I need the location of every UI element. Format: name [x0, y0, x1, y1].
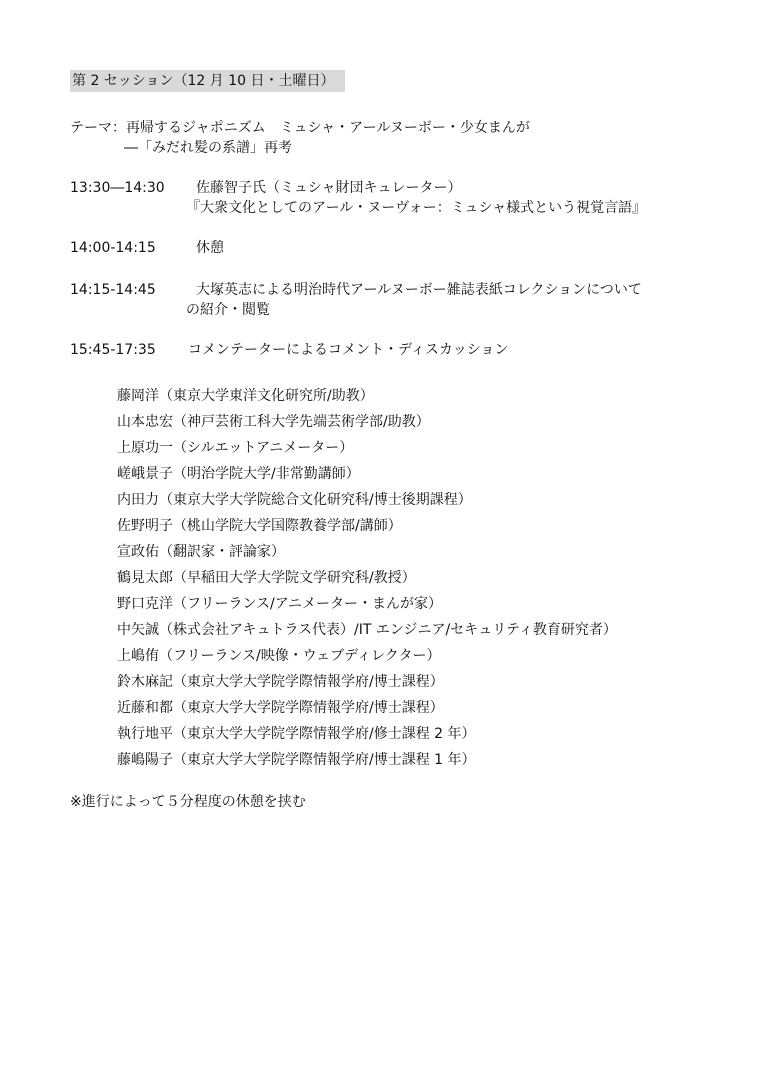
theme-line-1: テーマ：再帰するジャポニズム ミュシャ・アールヌーボー・少女まんが — [70, 120, 530, 136]
schedule-text: 休憩 — [196, 240, 224, 256]
break-note: ※進行によって５分程度の休憩を挟む — [70, 794, 306, 810]
panelist-item: 執行地平（東京大学大学院学際情報学府/修士課程 2 年） — [117, 726, 476, 742]
panelist-item: 鈴木麻記（東京大学大学院学際情報学府/博士課程） — [117, 674, 444, 690]
panelist-item: 嵯峨景子（明治学院大学/非常勤講師） — [117, 466, 360, 482]
schedule-text: の紹介・閲覧 — [186, 302, 270, 318]
theme-line-2: ―「みだれ髪の系譜」再考 — [124, 140, 292, 156]
schedule-time: 15:45-17:35 — [70, 342, 156, 358]
schedule-text: 大塚英志による明治時代アールヌーボー雑誌表紙コレクションについて — [196, 282, 642, 298]
schedule-text: 『大衆文化としてのアール・ヌーヴォー：ミュシャ様式という視覚言語』 — [186, 200, 647, 216]
panelist-item: 宣政佑（翻訳家・評論家） — [117, 544, 285, 560]
schedule-text: 佐藤智子氏（ミュシャ財団キュレーター） — [196, 180, 462, 196]
panelist-item: 鶴見太郎（早稲田大学大学院文学研究科/教授） — [117, 570, 416, 586]
schedule-time: 14:15-14:45 — [70, 282, 156, 298]
schedule-time: 14:00-14:15 — [70, 240, 156, 256]
panelist-item: 上原功一（シルエットアニメーター） — [117, 440, 354, 456]
panelist-item: 佐野明子（桃山学院大学国際教養学部/講師） — [117, 518, 402, 534]
schedule-time: 13:30―14:30 — [70, 180, 165, 196]
schedule-text: コメンテーターによるコメント・ディスカッション — [188, 342, 509, 358]
panelist-item: 山本忠宏（神戸芸術工科大学先端芸術学部/助教） — [117, 414, 430, 430]
panelist-item: 野口克洋（フリーランス/アニメーター・まんが家） — [117, 596, 443, 612]
panelist-item: 近藤和都（東京大学大学院学際情報学府/博士課程） — [117, 700, 444, 716]
panelist-item: 内田力（東京大学大学院総合文化研究科/博士後期課程） — [117, 492, 472, 508]
panelist-item: 藤嶋陽子（東京大学大学院学際情報学府/博士課程 1 年） — [117, 752, 476, 768]
session-header: 第 2 セッション（12 月 10 日・土曜日） — [70, 70, 345, 92]
panelist-item: 藤岡洋（東京大学東洋文化研究所/助教） — [117, 388, 374, 404]
panelist-item: 中矢誠（株式会社アキュトラス代表）/IT エンジニア/セキュリティ教育研究者） — [117, 622, 617, 638]
panelist-item: 上嶋侑（フリーランス/映像・ウェブディレクター） — [117, 648, 441, 664]
